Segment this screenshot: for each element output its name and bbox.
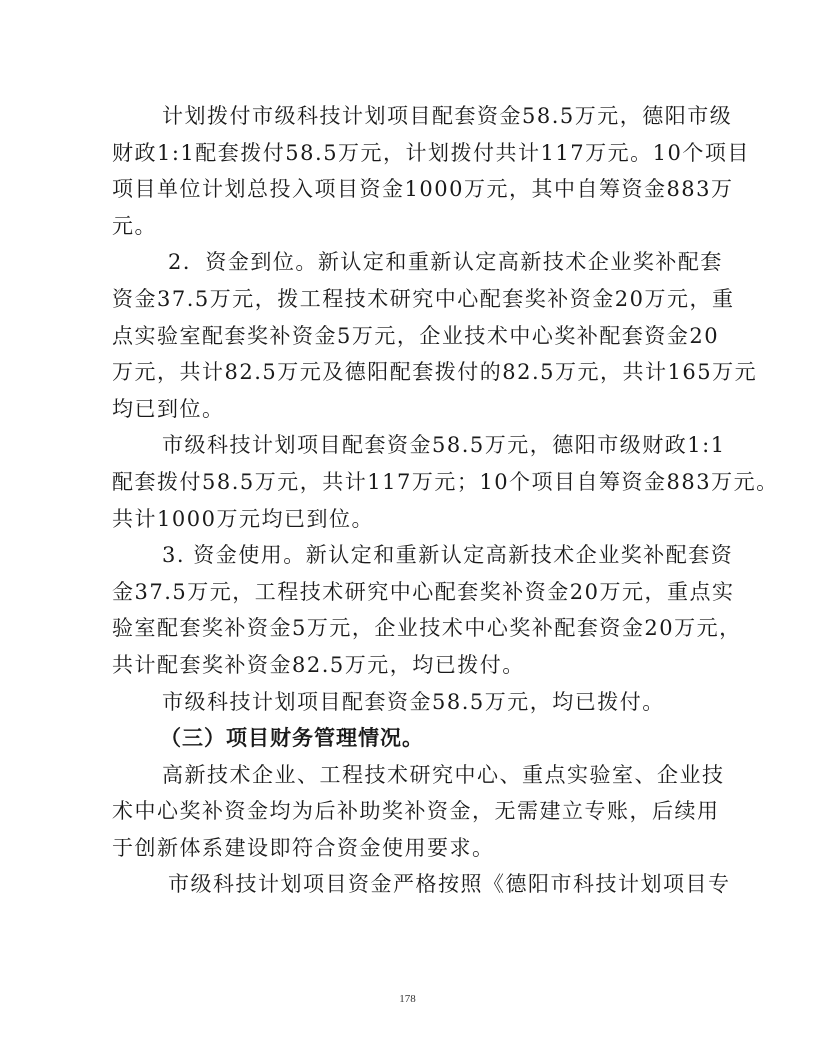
paragraph-line: 均已到位。 (112, 396, 225, 421)
paragraph-line: 市级科技计划项目配套资金58.5万元，德阳市级财政1:1 (162, 433, 726, 458)
paragraph-line: 于创新体系建设即符合资金使用要求。 (112, 835, 495, 860)
paragraph-line: 术中心奖补资金均为后补助奖补资金，无需建立专账，后续用 (112, 799, 720, 824)
paragraph-line: 高新技术企业、工程技术研究中心、重点实验室、企业技 (162, 762, 725, 787)
section-heading: （三）项目财务管理情况。 (160, 726, 424, 751)
paragraph-line: 财政1:1配套拨付58.5万元，计划拨付共计117万元。10个项目 (112, 140, 750, 165)
paragraph-line: 点实验室配套奖补资金5万元，企业技术中心奖补配套资金20 (112, 323, 720, 348)
paragraph-line: 金37.5万元，工程技术研究中心配套奖补资金20万元，重点实 (112, 579, 735, 604)
paragraph-line: 验室配套奖补资金5万元，企业技术中心奖补配套资金20万元， (112, 616, 742, 641)
paragraph-line: 计划拨付市级科技计划项目配套资金58.5万元，德阳市级 (162, 104, 733, 128)
paragraph-line: 市级科技计划项目资金严格按照《德阳市科技计划项目专 (168, 872, 731, 897)
paragraph-line: 元。 (112, 213, 157, 238)
paragraph-line: 万元，共计82.5万元及德阳配套拨付的82.5万元，共计165万元 (112, 360, 758, 385)
paragraph-line: 配套拨付58.5万元，共计117万元；10个项目自筹资金883万元。 (112, 469, 779, 494)
paragraph-line: 资金37.5万元，拨工程技术研究中心配套奖补资金20万元，重 (112, 286, 735, 311)
body-text (112, 98, 779, 903)
paragraph-line: 市级科技计划项目配套资金58.5万元，均已拨付。 (162, 689, 665, 714)
paragraph-line: 2．资金到位。新认定和重新认定高新技术企业奖补配套 (168, 250, 723, 275)
paragraph-line: 共计配套奖补资金82.5万元，均已拨付。 (112, 652, 525, 677)
paragraph-line: 3. 资金使用。新认定和重新认定高新技术企业奖补配套资 (162, 543, 734, 568)
page-number: 178 (399, 993, 416, 1005)
paragraph-line: 项目单位计划总投入项目资金1000万元，其中自筹资金883万 (112, 177, 734, 202)
paragraph-line: 共计1000万元均已到位。 (112, 506, 374, 531)
